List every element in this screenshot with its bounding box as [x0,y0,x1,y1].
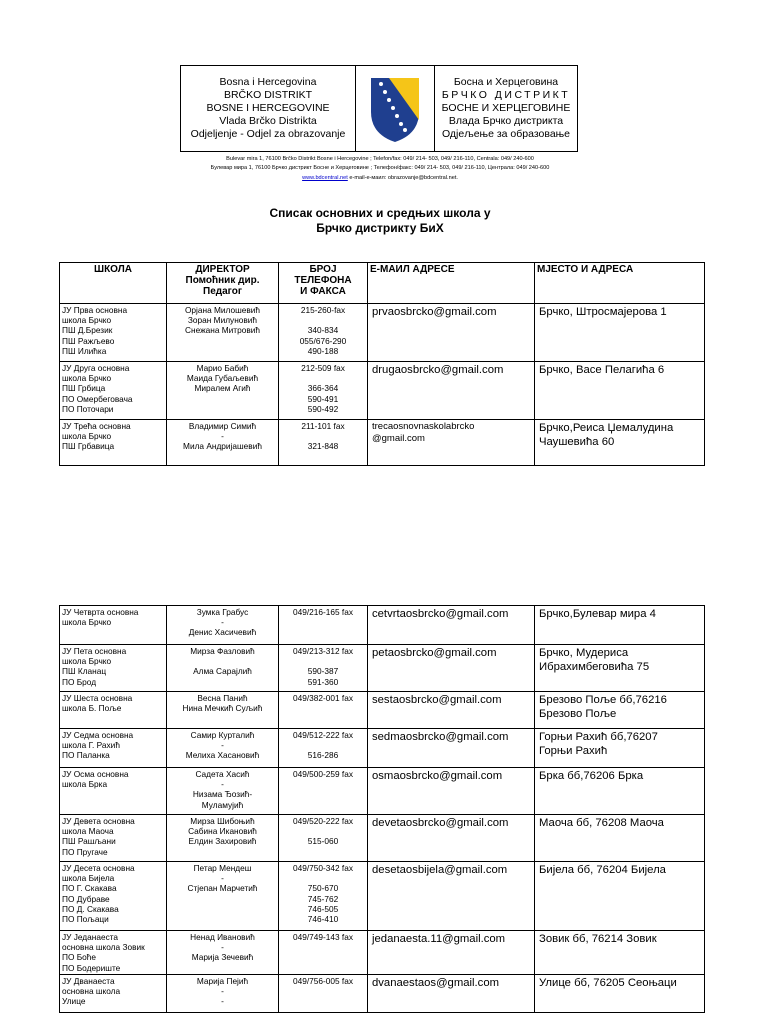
table-row [60,862,705,931]
cell-phone: 212-509 fax 366-364 590-491 590-492 [279,362,368,420]
email-text: e-mail-е-маил: obrazovanje@bdcentral.net. [347,175,458,181]
cell-director: Садета Хасић - Низама Ђозић- Муламујић [167,768,279,815]
cell-phone: 049/750-342 fax 750-670 745-762 746-505 746-410 [279,862,368,931]
letterhead-latin [181,66,356,151]
cell-phone: 049/756-005 fax [279,974,368,1012]
cell-email[interactable]: cetvrtaosbrcko@gmail.com [368,606,535,645]
latin-line: Odjeljenje - Odjel za obrazovanje [190,128,346,140]
cell-school: ЈУ Трећа основна школа Брчко ПШ Грбавица [60,420,167,466]
table-row [60,692,705,729]
cell-email[interactable]: devetaosbrcko@gmail.com [368,815,535,862]
table-row [60,768,705,815]
cell-address: Бијела бб, 76204 Бијела [535,862,705,931]
cell-phone: 049/213-312 fax 590-387 591-360 [279,645,368,692]
cell-email[interactable]: osmaosbrcko@gmail.com [368,768,535,815]
coat-of-arms-icon [356,66,435,151]
cell-phone: 049/216-165 fax [279,606,368,645]
cell-school: ЈУ Дванаеста основна школа Улице [60,974,167,1012]
cell-address: Брчко,Реиса Џемалудина Чаушевића 60 [535,420,705,466]
cell-address: Брчко, Васе Пелагића 6 [535,362,705,420]
cyrillic-line: БОСНЕ И ХЕРЦЕГОВИНЕ [441,102,571,114]
cyrillic-line: Босна и Херцеговина [453,76,559,88]
col-school: ШКОЛА [60,263,167,304]
cell-address: Горњи Рахић бб,76207 Горњи Рахић [535,729,705,768]
cell-phone: 049/512-222 fax 516-286 [279,729,368,768]
title-line-2: Брчко дистрикту БиХ [316,221,444,235]
page-title [150,206,610,236]
table-row [60,815,705,862]
cell-school: ЈУ Десета основна школа Бијела ПО Г. Скакава ПО Дубраве ПО Д. Скакава ПО Пољаци [60,862,167,931]
col-phone: БРОЈ ТЕЛЕФОНА И ФАКСА [279,263,368,304]
cell-school: ЈУ Осма основна школа Брка [60,768,167,815]
cell-director: Марија Пејић - - [167,974,279,1012]
cell-email[interactable]: dvanaestaos@gmail.com [368,974,535,1012]
cell-phone: 215-260-fax 340-834 055/676-290 490-188 [279,304,368,362]
cell-school: ЈУ Друга основна школа Брчко ПШ Грбица ПО Омербеговача ПО Поточари [60,362,167,420]
table-row [60,362,705,420]
cell-phone: 211-101 fax 321-848 [279,420,368,466]
cell-email[interactable]: petaosbrcko@gmail.com [368,645,535,692]
cell-director: Мирза Фазловић Алма Сарајлић [167,645,279,692]
latin-line: BOSNE I HERCEGOVINE [206,102,330,114]
letterhead-cyrillic [435,66,577,151]
cell-director: Орјана Милошевић Зоран Милуновић Снежана Митровић [167,304,279,362]
table-row [60,606,705,645]
cell-phone: 049/500-259 fax [279,768,368,815]
cell-director: Петар Мендеш - Стјепан Марчетић [167,862,279,931]
cell-director: Самир Курталић - Мелиха Хасановић [167,729,279,768]
table-row [60,304,705,362]
cell-address: Зовик бб, 76214 Зовик [535,931,705,975]
cell-director: Марио Бабић Маида Губаљевић Миралем Агић [167,362,279,420]
cyrillic-line: БРЧКО ДИСТРИКТ [441,89,571,101]
table-row [60,645,705,692]
contact-cyrillic: Булевар мира 1, 76100 Брчко дистрикт Босне и Херцеговине ; Телефон/факс: 049/ 214- 503, 049/ 216-110, Централа: 049/ 240-600 [210,165,550,171]
letterhead [180,65,578,152]
cyrillic-line: Влада Брчко дистрикта [448,115,564,127]
cell-address: Брчко, Штросмајерова 1 [535,304,705,362]
table-row [60,974,705,1012]
latin-line: BRČKO DISTRIKT [223,89,313,101]
cell-address: Брезово Поље бб,76216 Брезово Поље [535,692,705,729]
col-director: ДИРЕКТОР Помоћник дир. Педагог [167,263,279,304]
schools-table-1 [59,262,705,466]
cell-email[interactable]: drugaosbrcko@gmail.com [368,362,535,420]
cell-email[interactable]: jedanaesta.11@gmail.com [368,931,535,975]
cell-school: ЈУ Прва основна школа Брчко ПШ Д.Брезик ПШ Ражљево ПШ Илићка [60,304,167,362]
col-address: МЈЕСТО И АДРЕСА [535,263,705,304]
cell-email[interactable]: trecaosnovnaskolabrcko @gmail.com [368,420,535,466]
latin-line: Bosna i Hercegovina [219,76,317,88]
cell-school: ЈУ Пета основна школа Брчко ПШ Кланац ПО Брод [60,645,167,692]
cell-email[interactable]: sestaosbrcko@gmail.com [368,692,535,729]
cell-school: ЈУ Девета основна школа Маоча ПШ Рашљани ПО Пругаче [60,815,167,862]
cell-school: ЈУ Седма основна школа Г. Рахић ПО Паланка [60,729,167,768]
cell-phone: 049/382-001 fax [279,692,368,729]
cell-director: Мирза Шибоњић Сабина Икановић Елдин Захировић [167,815,279,862]
cell-email[interactable]: desetaosbijela@gmail.com [368,862,535,931]
col-email: Е-МАИЛ АДРЕСЕ [368,263,535,304]
website-link[interactable]: www.bdcentral.net [302,175,348,181]
table-row [60,931,705,975]
table-row [60,420,705,466]
cell-address: Брка бб,76206 Брка [535,768,705,815]
cell-director: Владимир Симић - Мила Андријашевић [167,420,279,466]
cell-phone: 049/520-222 fax 515-060 [279,815,368,862]
cell-address: Маоча бб, 76208 Маоча [535,815,705,862]
cell-director: Ненад Ивановић - Марија Зечевић [167,931,279,975]
cell-school: ЈУ Једанаеста основна школа Зовик ПО Боће ПО Бодериште [60,931,167,975]
cell-school: ЈУ Шеста основна школа Б. Поље [60,692,167,729]
cyrillic-line: Одјељење за образовање [441,128,571,140]
contact-latin: Bulevar mira 1, 76100 Brčko Distrikt Bosne i Hercegovine ; Telefon/fax: 049/ 214- 503, 049/ 216-110, Centrala: 049/ 240-600 [226,156,534,162]
contact-web [150,173,610,183]
cell-email[interactable]: sedmaosbrcko@gmail.com [368,729,535,768]
schools-table-2 [59,605,705,1013]
title-line-1: Списак основних и средњих школа у [269,206,491,220]
latin-line: Vlada Brčko Distrikta [219,115,317,127]
cell-email[interactable]: prvaosbrcko@gmail.com [368,304,535,362]
cell-school: ЈУ Четврта основна школа Брчко [60,606,167,645]
cell-address: Брчко,Булевар мира 4 [535,606,705,645]
cell-address: Брчко, Мудериса Ибрахимбеговића 75 [535,645,705,692]
cell-director: Весна Панић Нина Мечкић Суљић [167,692,279,729]
cell-phone: 049/749-143 fax [279,931,368,975]
cell-address: Улице бб, 76205 Сеоњаци [535,974,705,1012]
table-row [60,729,705,768]
cell-director: Зумка Грабус - Денис Хасичевић [167,606,279,645]
